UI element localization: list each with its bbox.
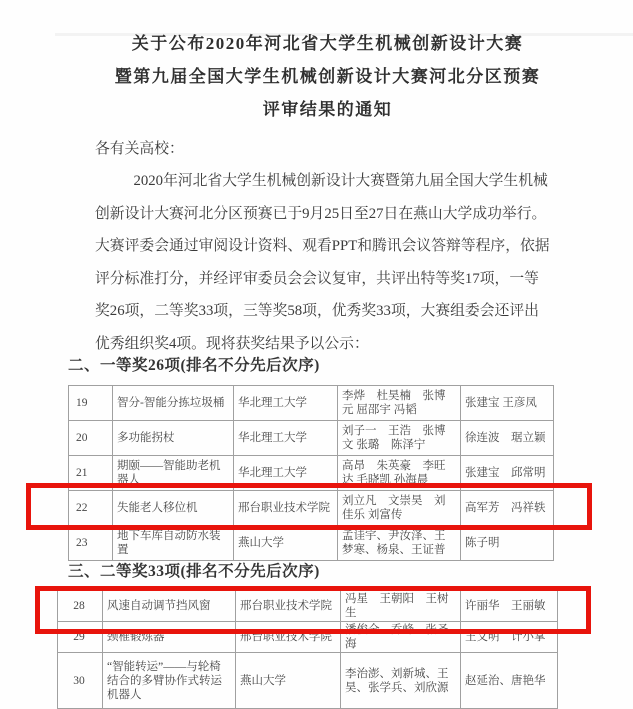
entry-number: 22: [69, 491, 113, 526]
salutation: 各有关高校：: [95, 141, 184, 157]
school-name: 燕山大学: [236, 653, 341, 709]
project-name: 失能老人移位机: [113, 491, 234, 526]
entry-number: 28: [58, 591, 103, 622]
project-name: 期颐——智能助老机器人: [113, 456, 234, 491]
title-line-2: 暨第九届全国大学生机械创新设计大赛河北分区预赛: [114, 67, 541, 86]
section-heading-second-prize: 三、二等奖33项(排名不分先后次序): [68, 563, 320, 580]
team-members: 冯星 王朝阳 王树生: [341, 591, 461, 622]
team-members: 高昂 朱英豪 李旺达 毛晓凯 孙海晨: [338, 456, 461, 491]
team-members: 刘子一 王浩 张博文 张璐 陈泽宁: [338, 421, 461, 456]
advisors: 许丽华 王丽敏: [461, 591, 558, 622]
paragraph-line: 评分标准打分，并经评审委员会会议复审，共评出特等奖17项，一等: [95, 270, 539, 287]
project-name: 地下车库自动防水装置: [113, 526, 234, 561]
school-name: 邢台职业技术学院: [236, 622, 341, 653]
entry-number: 30: [58, 653, 103, 709]
team-members: 刘立凡 文崇昊 刘佳乐 刘富传: [338, 491, 461, 526]
project-name: 颈椎锻炼器: [103, 622, 236, 653]
project-name: 多功能拐杖: [113, 421, 234, 456]
project-name: 风速自动调节挡风窗: [103, 591, 236, 622]
table-row: [69, 526, 554, 561]
advisors: 张建宝 王彦凤: [461, 386, 554, 421]
table-row: [69, 421, 554, 456]
school-name: 华北理工大学: [234, 386, 338, 421]
school-name: 邢台职业技术学院: [236, 591, 341, 622]
first-prize-table: [68, 385, 554, 561]
entry-number: 21: [69, 456, 113, 491]
team-members: 李烨 杜昊楠 张博元 屈邵宇 冯韬: [338, 386, 461, 421]
table-row: [69, 456, 554, 491]
advisors: 陈子明: [461, 526, 554, 561]
advisors: 王文明 计小掌: [461, 622, 558, 653]
project-name: “智能转运”——与轮椅结合的多臂协作式转运机器人: [103, 653, 236, 709]
entry-number: 29: [58, 622, 103, 653]
advisors: 徐连波 琚立颖: [461, 421, 554, 456]
advisors: 张建宝 邱常明: [461, 456, 554, 491]
title-line-3: 评审结果的通知: [262, 100, 393, 119]
school-name: 燕山大学: [234, 526, 338, 561]
second-prize-table: [57, 590, 558, 709]
paragraph-line: 大赛评委会通过审阅设计资料、观看PPT和腾讯会议答辩等程序，依据: [95, 238, 550, 254]
table-row-highlighted-29: [58, 622, 558, 653]
school-name: 华北理工大学: [234, 456, 338, 491]
table-row: [58, 653, 558, 709]
table-row-highlighted-28: [58, 591, 558, 622]
entry-number: 20: [69, 421, 113, 456]
paragraph-line: 创新设计大赛河北分区预赛已于9月25日至27日在燕山大学成功举行。: [95, 205, 547, 222]
advisors: 赵延治、唐艳华: [461, 653, 558, 709]
paragraph-line: 2020年河北省大学生机械创新设计大赛暨第九届全国大学生机械: [133, 173, 548, 189]
title-line-1: 关于公布2020年河北省大学生机械创新设计大赛: [131, 34, 524, 53]
team-members: 潘俊全 乔峰 张圣海: [341, 622, 461, 653]
table-row: [69, 386, 554, 421]
notice-title: [70, 27, 585, 126]
school-name: 邢台职业技术学院: [234, 491, 338, 526]
entry-number: 19: [69, 386, 113, 421]
paragraph-line: 奖26项，二等奖33项，三等奖58项，优秀奖33项，大赛组委会还评出: [95, 303, 539, 319]
entry-number: 23: [69, 526, 113, 561]
section-heading-first-prize: 二、一等奖26项(排名不分先后次序): [68, 357, 320, 374]
team-members: 孟诖宇、尹汝泽、王梦寒、杨泉、王证普: [338, 526, 461, 561]
paragraph-line: 优秀组织奖4项。现将获奖结果予以公示：: [95, 335, 369, 352]
team-members: 李治澎、刘新城、王昊、张学兵、刘欣源: [341, 653, 461, 709]
project-name: 智分-智能分拣垃圾桶: [113, 386, 234, 421]
advisors: 高军芳 冯祥轶: [461, 491, 554, 526]
notice-body-paragraph: [95, 165, 570, 360]
school-name: 华北理工大学: [234, 421, 338, 456]
table-row-highlighted-22: [69, 491, 554, 526]
